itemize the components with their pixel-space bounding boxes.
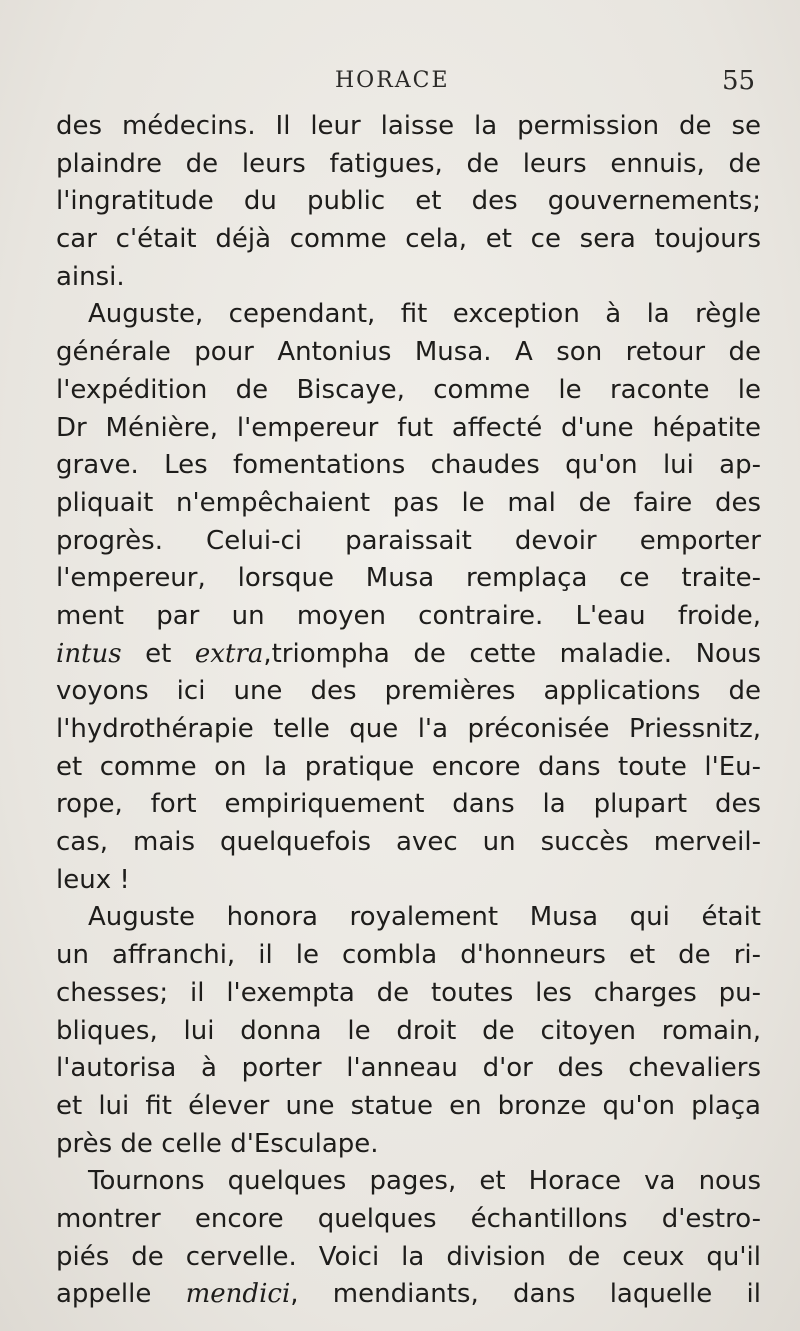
text-line: et comme on la pratique encore dans toute l'Eu- (56, 751, 761, 782)
page-number: 55 (722, 66, 756, 96)
text-line: près de celle d'Esculape. (56, 1128, 379, 1159)
text-line: et lui fit élever une statue en bronze qu'on plaça (56, 1090, 761, 1121)
italic-term-intus: intus (56, 638, 122, 669)
paragraph-start-line: Tournons quelques pages, et Horace va nous (88, 1166, 761, 1197)
body-text (56, 108, 761, 1314)
paragraph-start-line: Auguste honora royalement Musa qui était (88, 902, 761, 933)
text-line: l'autorisa à porter l'anneau d'or des chevaliers (56, 1053, 761, 1084)
text-line: générale pour Antonius Musa. A son retour de (56, 337, 761, 368)
running-title: HORACE (335, 68, 450, 93)
italic-term-mendici: mendici (185, 1279, 291, 1310)
text-line-italic-terms (56, 636, 761, 674)
text-line-italic-terms (56, 1276, 761, 1314)
text-line: Dr Ménière, l'empereur fut affecté d'une hépatite (56, 412, 761, 443)
text-line: progrès. Celui-ci paraissait devoir emporter (56, 525, 761, 556)
text-line: l'hydrothérapie telle que l'a préconisée Priessnitz, (56, 714, 761, 744)
text-line: pliquait n'empêchaient pas le mal de faire des (56, 487, 761, 518)
text-line: des médecins. Il leur laisse la permission de se (56, 111, 761, 141)
text-line: ment par un moyen contraire. L'eau froide, (56, 600, 761, 631)
text-line: leux ! (56, 864, 130, 895)
text-line: car c'était déjà comme cela, et ce sera toujours (56, 224, 761, 255)
text-line: montrer encore quelques échantillons d'estro- (56, 1203, 761, 1234)
text-fragment: et (121, 638, 195, 669)
paragraph-start-line: Auguste, cependant, fit exception à la règle (88, 299, 761, 330)
text-line: piés de cervelle. Voici la division de ceux qu'il (56, 1241, 761, 1272)
text-line: chesses; il l'exempta de toutes les charges pu- (56, 977, 761, 1008)
italic-term-extra: extra (194, 638, 264, 669)
text-line: l'expédition de Biscaye, comme le raconte le (56, 374, 761, 405)
text-line: un affranchi, il le combla d'honneurs et de ri- (56, 940, 761, 971)
text-line: bliques, lui donna le droit de citoyen romain, (56, 1015, 761, 1046)
text-line: rope, fort empiriquement dans la plupart des (56, 789, 761, 820)
text-line: l'ingratitude du public et des gouvernements; (56, 186, 761, 217)
text-line: grave. Les fomentations chaudes qu'on lui ap- (56, 450, 761, 481)
text-fragment: ,triompha de cette maladie. Nous (263, 638, 761, 669)
text-line: l'empereur, lorsque Musa remplaça ce traite- (56, 563, 761, 594)
text-line: plaindre de leurs fatigues, de leurs ennuis, de (56, 148, 761, 179)
text-fragment: , mendiants, dans laquelle il (290, 1279, 761, 1310)
text-line: cas, mais quelquefois avec un succès merveil- (56, 827, 761, 858)
text-line: voyons ici une des premières applications de (56, 676, 761, 707)
running-head (0, 68, 800, 108)
text-line: ainsi. (56, 261, 125, 292)
text-fragment: appelle (56, 1279, 186, 1310)
